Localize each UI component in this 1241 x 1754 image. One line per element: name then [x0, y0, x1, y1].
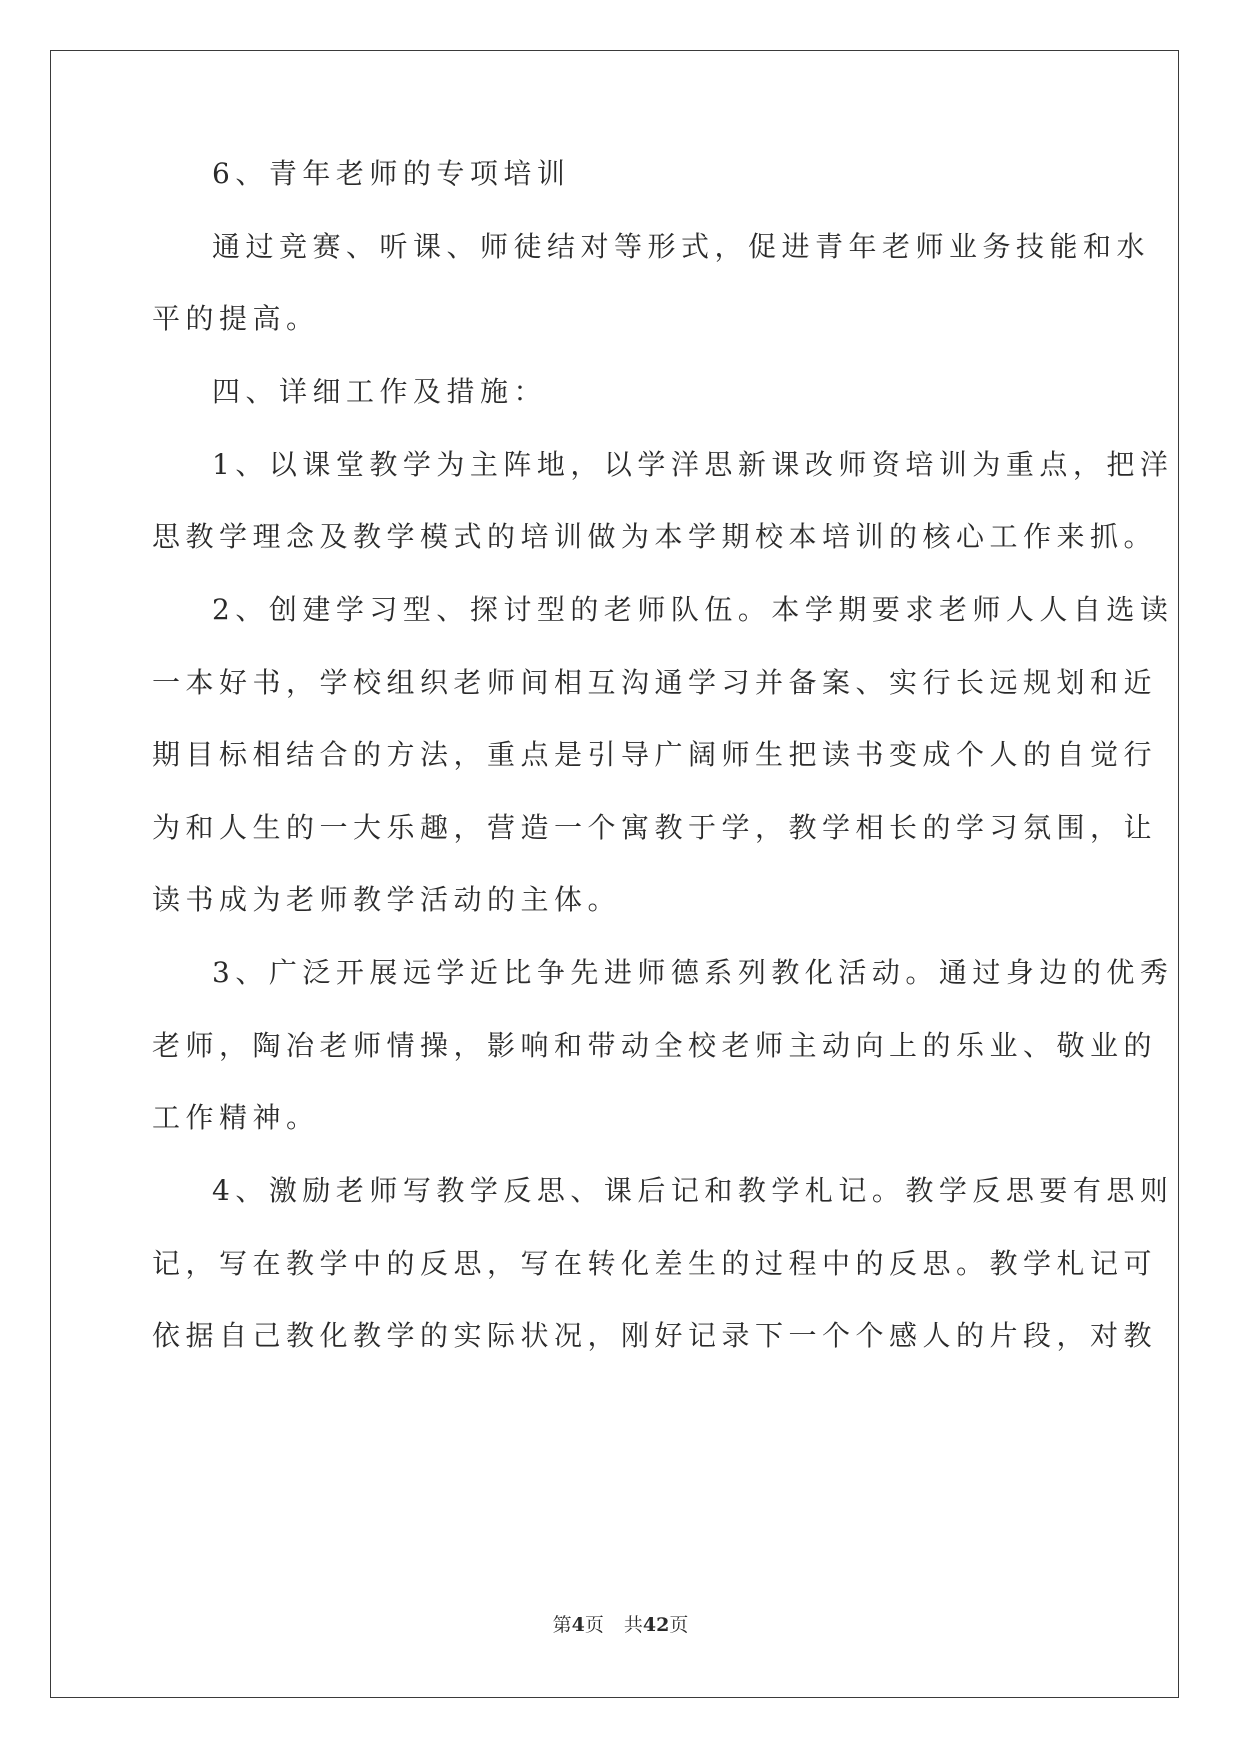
paragraph-line: 记，写在教学中的反思，写在转化差生的过程中的反思。教学札记可 [152, 1247, 1158, 1280]
total-suffix: 页 [669, 1614, 689, 1636]
paragraph-line: 为和人生的一大乐趣，营造一个寓教于学，教学相长的学习氛围，让 [152, 811, 1158, 844]
heading-6: 6、青年老师的专项培训 [212, 157, 571, 190]
total-prefix: 共 [623, 1614, 643, 1636]
section-heading-4: 四、详细工作及措施： [212, 375, 548, 408]
paragraph-line: 工作精神。 [152, 1101, 320, 1134]
page-prefix: 第 [552, 1614, 572, 1636]
page-border [50, 50, 1179, 1698]
paragraph-line: 依据自己教化教学的实际状况，刚好记录下一个个感人的片段，对教 [152, 1319, 1158, 1352]
paragraph-line: 平的提高。 [152, 302, 320, 335]
page-total: 42 [642, 1614, 670, 1636]
paragraph-line: 3、广泛开展远学近比争先进师德系列教化活动。通过身边的优秀 [212, 956, 1174, 989]
paragraph-line: 一本好书，学校组织老师间相互沟通学习并备案、实行长远规划和近 [152, 666, 1158, 699]
paragraph-line: 2、创建学习型、探讨型的老师队伍。本学期要求老师人人自选读 [212, 593, 1174, 626]
page-suffix: 页 [584, 1614, 604, 1636]
paragraph-line: 期目标相结合的方法，重点是引导广阔师生把读书变成个人的自觉行 [152, 738, 1158, 771]
paragraph-line: 思教学理念及教学模式的培训做为本学期校本培训的核心工作来抓。 [152, 520, 1158, 553]
paragraph-line: 通过竞赛、听课、师徒结对等形式，促进青年老师业务技能和水 [212, 230, 1151, 263]
paragraph-line: 4、激励老师写教学反思、课后记和教学札记。教学反思要有思则 [212, 1174, 1174, 1207]
paragraph-line: 老师，陶冶老师情操，影响和带动全校老师主动向上的乐业、敬业的 [152, 1029, 1158, 1062]
page-number: 4 [571, 1614, 585, 1636]
paragraph-line: 1、以课堂教学为主阵地，以学洋思新课改师资培训为重点，把洋 [212, 448, 1174, 481]
paragraph-line: 读书成为老师教学活动的主体。 [152, 883, 622, 916]
page-footer [0, 1610, 1241, 1637]
